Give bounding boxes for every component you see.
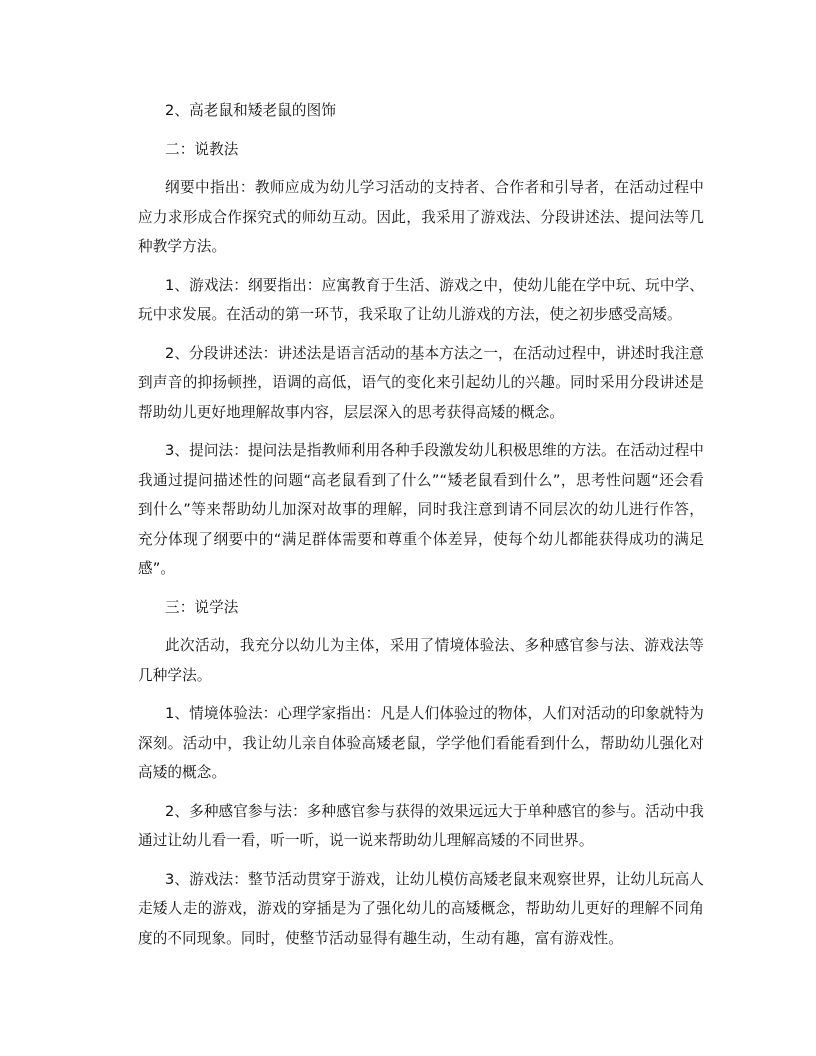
- document-body: [138, 96, 704, 953]
- paragraph-learning-intro: 此次活动，我充分以幼儿为主体，采用了情境体验法、多种感官参与法、游戏法等几种学法。: [138, 637, 704, 684]
- paragraph-game-learning-method: 3、游戏法：整节活动贯穿于游戏，让幼儿模仿高矮老鼠来观察世界，让幼儿玩高人走矮人走的游戏，游戏的穿插是为了强化幼儿的高矮概念，帮助幼儿更好的理解不同角度的不同现象。同时，使整节活动显得有趣生动，生动有趣，富有游戏性。: [138, 870, 704, 947]
- paragraph-narration-method: 2、分段讲述法：讲述法是语言活动的基本方法之一，在活动过程中，讲述时我注意到声音的抑扬顿挫，语调的高低，语气的变化来引起幼儿的兴趣。同时采用分段讲述是帮助幼儿更好地理解故事内容，层层深入的思考获得高矮的概念。: [138, 344, 704, 421]
- paragraph-situation-method: 1、情境体验法：心理学家指出：凡是人们体验过的物体，人们对活动的印象就特为深刻。活动中，我让幼儿亲自体验高矮老鼠，学学他们看能看到什么，帮助幼儿强化对高矮的概念。: [138, 705, 704, 781]
- paragraph-teaching-intro: 纲要中指出：教师应成为幼儿学习活动的支持者、合作者和引导者，在活动过程中应力求形成合作探究式的师幼互动。因此，我采用了游戏法、分段讲述法、提问法等几种教学方法。: [138, 179, 704, 255]
- paragraph-question-method: 3、提问法：提问法是指教师利用各种手段激发幼儿积极思维的方法。在活动过程中我通过提问描述性的问题“高老鼠看到了什么”“矮老鼠看到什么”，思考性问题“还会看到什么”等来帮助幼儿加深对故事的理解，同时我注意到请不同层次的幼儿进行作答，充分体现了纲要中的“满足群体需要和尊重个体差异，使每个幼儿都能获得成功的满足感”。: [138, 442, 704, 577]
- section-heading-teaching-method: 二：说教法: [165, 140, 239, 158]
- list-item-materials: 2、高老鼠和矮老鼠的图饰: [165, 102, 337, 119]
- section-heading-learning-method: 三：说学法: [165, 598, 239, 616]
- paragraph-game-method: 1、游戏法：纲要指出：应寓教育于生活、游戏之中，使幼儿能在学中玩、玩中学、玩中求发展。在活动的第一环节，我采取了让幼儿游戏的方法，使之初步感受高矮。: [138, 276, 704, 323]
- paragraph-senses-method: 2、多种感官参与法：多种感官参与获得的效果远远大于单种感官的参与。活动中我通过让幼儿看一看，听一听，说一说来帮助幼儿理解高矮的不同世界。: [138, 802, 704, 849]
